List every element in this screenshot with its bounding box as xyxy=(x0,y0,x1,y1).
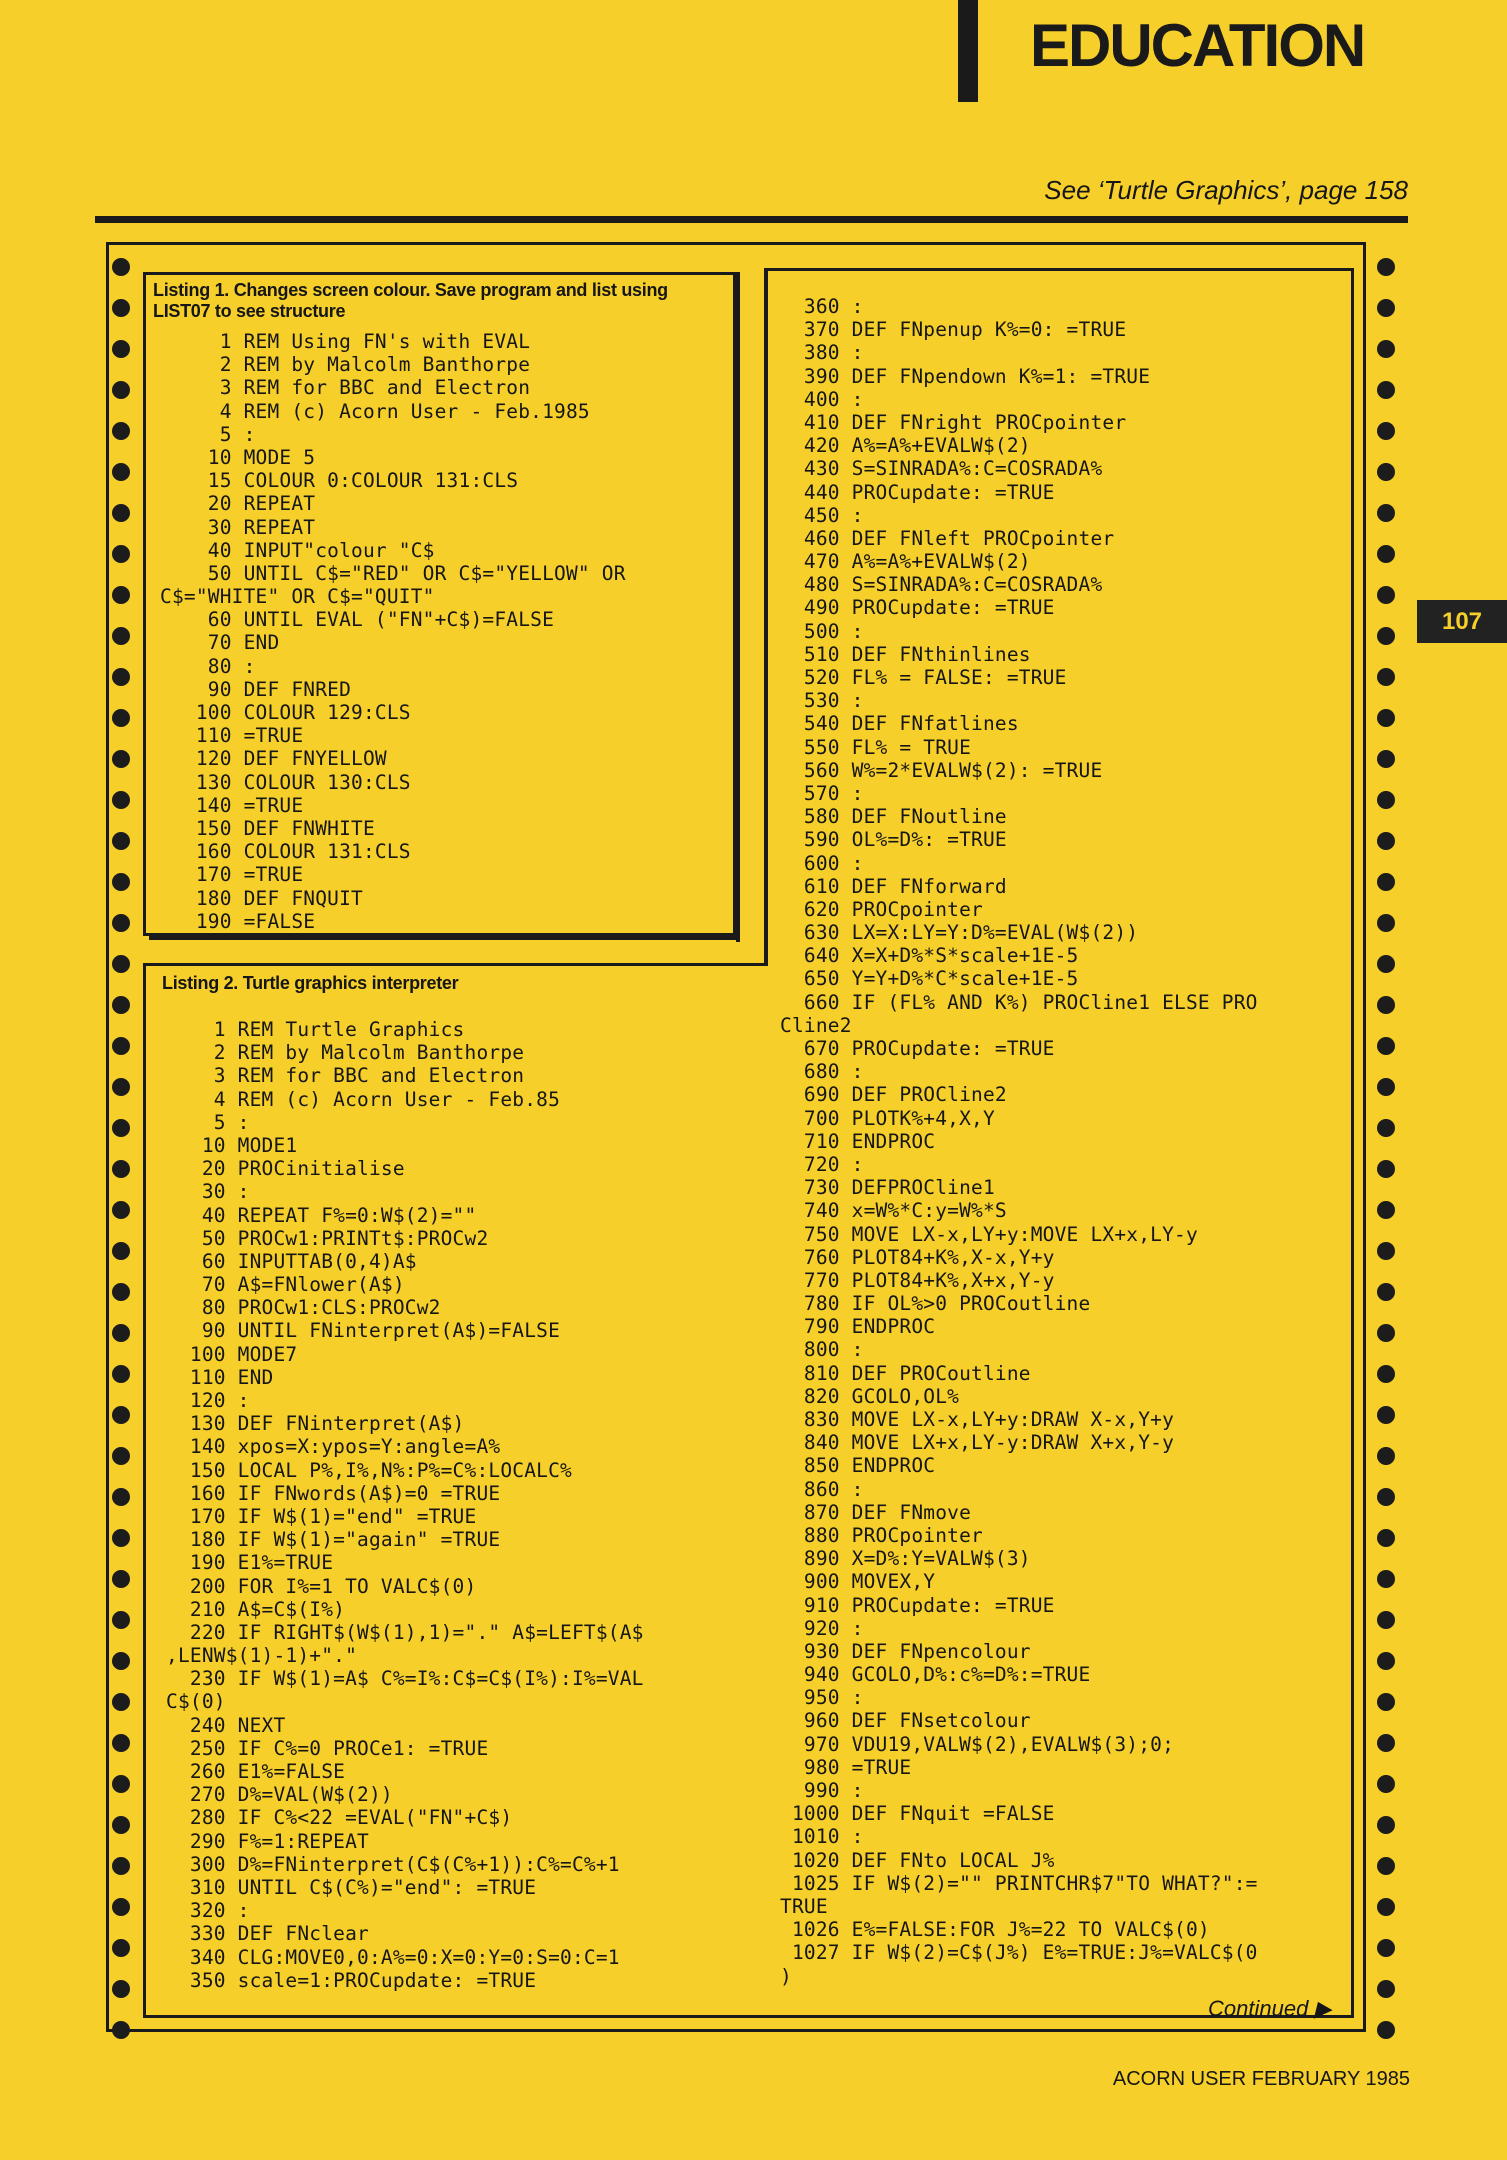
sprocket-hole xyxy=(112,668,130,686)
sprocket-hole xyxy=(112,832,130,850)
code-line: 3 REM for BBC and Electron xyxy=(160,376,531,400)
listing1-code xyxy=(160,330,626,933)
code-line: 680 : xyxy=(780,1060,864,1084)
code-line: Cline2 xyxy=(780,1013,852,1037)
code-line: 860 : xyxy=(780,1477,864,1501)
sprocket-hole xyxy=(112,1529,130,1547)
code-line: 1020 DEF FNto LOCAL J% xyxy=(780,1848,1055,1872)
sprocket-hole xyxy=(1377,258,1395,276)
code-line: 50 PROCw1:PRINTt$:PROCw2 xyxy=(166,1226,489,1250)
sprocket-hole xyxy=(1377,1652,1395,1670)
code-line: 510 DEF FNthinlines xyxy=(780,642,1031,666)
code-line: 580 DEF FNoutline xyxy=(780,805,1007,829)
sprocket-hole xyxy=(1377,381,1395,399)
sprocket-hole xyxy=(1377,750,1395,768)
sprocket-hole xyxy=(112,1160,130,1178)
code-line: 290 F%=1:REPEAT xyxy=(166,1829,369,1853)
code-line: 80 PROCw1:CLS:PROCw2 xyxy=(166,1296,441,1320)
sprocket-hole xyxy=(1377,504,1395,522)
header-rule xyxy=(95,216,1408,223)
code-line: 670 PROCupdate: =TRUE xyxy=(780,1037,1055,1060)
code-line: 590 OL%=D%: =TRUE xyxy=(780,828,1007,852)
code-line: 120 DEF FNYELLOW xyxy=(160,747,387,771)
code-line: 380 : xyxy=(780,341,864,365)
sprocket-hole xyxy=(1377,791,1395,809)
code-line: 270 D%=VAL(W$(2)) xyxy=(166,1783,393,1807)
code-line: 780 IF OL%>0 PROCoutline xyxy=(780,1292,1091,1316)
sprocket-hole xyxy=(1377,1242,1395,1260)
code-line: 220 IF RIGHT$(W$(1),1)="." A$=LEFT$(A$ xyxy=(166,1620,644,1644)
code-line: 800 : xyxy=(780,1338,864,1362)
code-line: 1010 : xyxy=(780,1825,864,1849)
code-line: 140 xpos=X:ypos=Y:angle=A% xyxy=(166,1435,501,1459)
code-line: 390 DEF FNpendown K%=1: =TRUE xyxy=(780,364,1151,388)
code-line: 320 : xyxy=(166,1899,250,1923)
code-line: 1 REM Turtle Graphics xyxy=(166,1018,465,1041)
code-line: 420 A%=A%+EVALW$(2) xyxy=(780,434,1031,458)
sprocket-hole xyxy=(1377,463,1395,481)
sprocket-hole xyxy=(1377,1283,1395,1301)
sprocket-hole xyxy=(112,1078,130,1096)
code-line: 770 PLOT84+K%,X+x,Y-y xyxy=(780,1268,1055,1292)
left-track-line xyxy=(106,242,109,2032)
code-line: 910 PROCupdate: =TRUE xyxy=(780,1593,1055,1617)
code-line: 840 MOVE LX+x,LY-y:DRAW X+x,Y-y xyxy=(780,1431,1175,1455)
sprocket-hole xyxy=(1377,1119,1395,1137)
code-line: 240 NEXT xyxy=(166,1713,286,1737)
listing2-right-code xyxy=(780,295,1258,1988)
code-line: 650 Y=Y+D%*C*scale+1E-5 xyxy=(780,967,1079,991)
code-line: 850 ENDPROC xyxy=(780,1454,936,1478)
code-line: 530 : xyxy=(780,689,864,713)
sprocket-hole xyxy=(1377,545,1395,563)
code-line: 960 DEF FNsetcolour xyxy=(780,1709,1031,1733)
sprocket-hole xyxy=(112,750,130,768)
code-line: 280 IF C%<22 =EVAL("FN"+C$) xyxy=(166,1806,513,1830)
sprocket-hole xyxy=(1377,1611,1395,1629)
cross-reference: See ‘Turtle Graphics’, page 158 xyxy=(1044,175,1408,205)
code-line: 340 CLG:MOVE0,0:A%=0:X=0:Y=0:S=0:C=1 xyxy=(166,1945,620,1969)
sprocket-hole xyxy=(112,381,130,399)
sprocket-hole xyxy=(112,1775,130,1793)
sprocket-hole xyxy=(1377,1488,1395,1506)
code-line: 400 : xyxy=(780,387,864,411)
code-line: 430 S=SINRADA%:C=COSRADA% xyxy=(780,457,1103,481)
code-line: 620 PROCpointer xyxy=(780,897,983,921)
code-line: 15 COLOUR 0:COLOUR 131:CLS xyxy=(160,469,519,493)
code-line: 150 DEF FNWHITE xyxy=(160,816,375,840)
code-line: 60 UNTIL EVAL ("FN"+C$)=FALSE xyxy=(160,608,555,632)
code-line: 190 E1%=TRUE xyxy=(166,1551,334,1575)
sprocket-hole xyxy=(112,1734,130,1752)
code-line: 600 : xyxy=(780,851,864,875)
sprocket-hole xyxy=(1377,1529,1395,1547)
code-line: 80 : xyxy=(160,654,256,678)
code-line: 920 : xyxy=(780,1616,864,1640)
code-line: 880 PROCpointer xyxy=(780,1523,983,1547)
code-line: 1025 IF W$(2)="" PRINTCHR$7"TO WHAT?":= xyxy=(780,1871,1258,1895)
code-line: 20 PROCinitialise xyxy=(166,1157,405,1181)
sprocket-hole xyxy=(112,504,130,522)
sprocket-hole xyxy=(1377,299,1395,317)
page-footer: ACORN USER FEBRUARY 1985 xyxy=(1112,2068,1410,2090)
left-sprocket-holes xyxy=(112,258,130,2028)
code-line: C$="WHITE" OR C$="QUIT" xyxy=(160,585,435,609)
code-line: 150 LOCAL P%,I%,N%:P%=C%:LOCALC% xyxy=(166,1458,572,1482)
code-line: 520 FL% = FALSE: =TRUE xyxy=(780,666,1067,689)
code-line: 40 INPUT"colour "C$ xyxy=(160,538,435,562)
code-line: 330 DEF FNclear xyxy=(166,1922,369,1946)
code-line: 610 DEF FNforward xyxy=(780,874,1007,898)
code-line: 870 DEF FNmove xyxy=(780,1500,972,1524)
sprocket-hole xyxy=(1377,1939,1395,1957)
sprocket-hole xyxy=(1377,1447,1395,1465)
sprocket-hole xyxy=(112,1857,130,1875)
sprocket-hole xyxy=(1377,1037,1395,1055)
code-line: 500 : xyxy=(780,619,864,643)
sprocket-hole xyxy=(112,422,130,440)
code-line: 3 REM for BBC and Electron xyxy=(166,1064,525,1088)
code-line: 1026 E%=FALSE:FOR J%=22 TO VALC$(0) xyxy=(780,1918,1210,1942)
sprocket-hole xyxy=(112,2021,130,2039)
code-line: 10 MODE1 xyxy=(166,1133,298,1157)
sprocket-hole xyxy=(1377,996,1395,1014)
sprocket-hole xyxy=(1377,1078,1395,1096)
code-line: 90 DEF FNRED xyxy=(160,677,352,701)
sprocket-hole xyxy=(1377,1570,1395,1588)
code-line: 100 COLOUR 129:CLS xyxy=(160,701,411,724)
code-line: ) xyxy=(780,1964,792,1988)
sprocket-hole xyxy=(112,709,130,727)
section-title: EDUCATION xyxy=(1030,12,1365,79)
sprocket-hole xyxy=(1377,914,1395,932)
code-line: 160 IF FNwords(A$)=0 =TRUE xyxy=(166,1481,501,1505)
sprocket-hole xyxy=(112,1037,130,1055)
code-line: 660 IF (FL% AND K%) PROCline1 ELSE PRO xyxy=(780,990,1258,1014)
sprocket-hole xyxy=(112,1283,130,1301)
sprocket-hole xyxy=(1377,1324,1395,1342)
code-line: 40 REPEAT F%=0:W$(2)="" xyxy=(166,1203,477,1227)
code-line: 730 DEFPROCline1 xyxy=(780,1176,995,1200)
code-line: 5 : xyxy=(166,1110,250,1134)
sprocket-hole xyxy=(1377,1160,1395,1178)
code-line: TRUE xyxy=(780,1894,828,1918)
sprocket-hole xyxy=(1377,1406,1395,1424)
sprocket-hole xyxy=(112,1898,130,1916)
code-line: 540 DEF FNfatlines xyxy=(780,712,1019,736)
code-line: 900 MOVEX,Y xyxy=(780,1570,936,1594)
listing2-left-code xyxy=(166,1018,644,1992)
sprocket-hole xyxy=(112,996,130,1014)
sprocket-hole xyxy=(112,545,130,563)
code-line: 570 : xyxy=(780,781,864,805)
sprocket-hole xyxy=(1377,1693,1395,1711)
code-line: 140 =TRUE xyxy=(160,793,304,817)
code-line: 190 =FALSE xyxy=(160,909,316,933)
page-number-tab: 107 xyxy=(1417,600,1507,643)
code-line: 930 DEF FNpencolour xyxy=(780,1639,1031,1663)
code-line: 20 REPEAT xyxy=(160,492,316,516)
code-line: 70 A$=FNlower(A$) xyxy=(166,1273,405,1297)
code-line: 130 DEF FNinterpret(A$) xyxy=(166,1412,465,1436)
code-line: 1000 DEF FNquit =FALSE xyxy=(780,1802,1055,1826)
code-line: 360 : xyxy=(780,295,864,318)
code-line: C$(0) xyxy=(166,1690,226,1714)
sprocket-hole xyxy=(1377,586,1395,604)
code-line: 690 DEF PROCline2 xyxy=(780,1083,1007,1107)
code-line: 980 =TRUE xyxy=(780,1755,912,1779)
sprocket-hole xyxy=(112,1816,130,1834)
continued-label: Continued ▶ xyxy=(1208,1996,1332,2021)
sprocket-hole xyxy=(112,1939,130,1957)
code-line: 170 IF W$(1)="end" =TRUE xyxy=(166,1504,477,1528)
sprocket-hole xyxy=(112,873,130,891)
code-line: 970 VDU19,VALW$(2),EVALW$(3);0; xyxy=(780,1732,1175,1756)
code-line: 460 DEF FNleft PROCpointer xyxy=(780,526,1115,550)
sprocket-hole xyxy=(112,1365,130,1383)
code-line: 1 REM Using FN's with EVAL xyxy=(160,330,531,353)
sprocket-hole xyxy=(112,1488,130,1506)
code-line: 410 DEF FNright PROCpointer xyxy=(780,410,1127,434)
sprocket-hole xyxy=(1377,1857,1395,1875)
code-line: 470 A%=A%+EVALW$(2) xyxy=(780,550,1031,574)
code-line: 120 : xyxy=(166,1389,250,1412)
sprocket-hole xyxy=(1377,422,1395,440)
code-line: 10 MODE 5 xyxy=(160,445,316,469)
sprocket-hole xyxy=(1377,1201,1395,1219)
code-line: 4 REM (c) Acorn User - Feb.85 xyxy=(166,1087,561,1111)
sprocket-hole xyxy=(112,586,130,604)
sprocket-hole xyxy=(112,1980,130,1998)
code-line: 180 IF W$(1)="again" =TRUE xyxy=(166,1528,501,1552)
code-line: 30 : xyxy=(166,1180,250,1204)
code-line: 890 X=D%:Y=VALW$(3) xyxy=(780,1547,1031,1571)
code-line: 630 LX=X:LY=Y:D%=EVAL(W$(2)) xyxy=(780,921,1139,945)
sprocket-hole xyxy=(1377,1734,1395,1752)
sprocket-hole xyxy=(1377,668,1395,686)
sprocket-hole xyxy=(112,1611,130,1629)
listing1-box-shadow xyxy=(736,272,740,942)
code-line: 480 S=SINRADA%:C=COSRADA% xyxy=(780,573,1103,597)
sprocket-hole xyxy=(1377,627,1395,645)
sprocket-hole xyxy=(112,258,130,276)
code-line: 2 REM by Malcolm Banthorpe xyxy=(160,353,531,377)
code-line: 310 UNTIL C$(C%)="end": =TRUE xyxy=(166,1875,537,1899)
code-line: 30 REPEAT xyxy=(160,515,316,539)
sprocket-hole xyxy=(1377,1816,1395,1834)
sprocket-hole xyxy=(1377,1365,1395,1383)
code-line: 720 : xyxy=(780,1152,864,1176)
code-line: 640 X=X+D%*S*scale+1E-5 xyxy=(780,944,1079,968)
sprocket-hole xyxy=(112,1406,130,1424)
code-line: 100 MODE7 xyxy=(166,1342,298,1366)
code-line: 440 PROCupdate: =TRUE xyxy=(780,480,1055,504)
code-line: ,LENW$(1)-1)+"." xyxy=(166,1644,358,1668)
code-line: 950 : xyxy=(780,1686,864,1710)
code-line: 260 E1%=FALSE xyxy=(166,1760,346,1783)
listing2-caption: Listing 2. Turtle graphics interpreter xyxy=(162,973,459,993)
sprocket-hole xyxy=(112,299,130,317)
code-line: 700 PLOTK%+4,X,Y xyxy=(780,1106,995,1130)
sprocket-hole xyxy=(112,627,130,645)
code-line: 740 x=W%*C:y=W%*S xyxy=(780,1199,1007,1223)
code-line: 2 REM by Malcolm Banthorpe xyxy=(166,1041,525,1065)
sprocket-hole xyxy=(1377,1775,1395,1793)
code-line: 750 MOVE LX-x,LY+y:MOVE LX+x,LY-y xyxy=(780,1222,1198,1246)
sprocket-hole xyxy=(112,1242,130,1260)
code-line: 250 IF C%=0 PROCe1: =TRUE xyxy=(166,1736,489,1760)
sprocket-hole xyxy=(112,340,130,358)
code-line: 5 : xyxy=(160,422,256,446)
sprocket-hole xyxy=(1377,340,1395,358)
header-bar xyxy=(958,0,978,102)
listing1-box-shadow-bottom xyxy=(149,936,740,940)
code-line: 210 A$=C$(I%) xyxy=(166,1597,346,1621)
code-line: 350 scale=1:PROCupdate: =TRUE xyxy=(166,1968,537,1992)
sprocket-hole xyxy=(1377,1898,1395,1916)
sprocket-hole xyxy=(1377,873,1395,891)
code-line: 560 W%=2*EVALW$(2): =TRUE xyxy=(780,758,1103,782)
code-line: 300 D%=FNinterpret(C$(C%+1)):C%=C%+1 xyxy=(166,1852,620,1876)
sprocket-hole xyxy=(112,791,130,809)
sprocket-hole xyxy=(112,1570,130,1588)
sprocket-hole xyxy=(112,463,130,481)
sprocket-hole xyxy=(1377,709,1395,727)
code-line: 490 PROCupdate: =TRUE xyxy=(780,596,1055,620)
code-line: 160 COLOUR 131:CLS xyxy=(160,840,411,864)
code-line: 130 COLOUR 130:CLS xyxy=(160,770,411,794)
code-line: 550 FL% = TRUE xyxy=(780,735,972,759)
sprocket-hole xyxy=(112,1652,130,1670)
sprocket-hole xyxy=(112,1201,130,1219)
code-line: 830 MOVE LX-x,LY+y:DRAW X-x,Y+y xyxy=(780,1408,1175,1431)
code-line: 990 : xyxy=(780,1779,864,1802)
code-line: 940 GCOLO,D%:c%=D%:=TRUE xyxy=(780,1663,1091,1687)
code-line: 760 PLOT84+K%,X-x,Y+y xyxy=(780,1245,1055,1269)
sprocket-hole xyxy=(1377,1980,1395,1998)
listing1-caption: Listing 1. Changes screen colour. Save program and list using LIST07 to see structure xyxy=(153,280,668,321)
code-line: 370 DEF FNpenup K%=0: =TRUE xyxy=(780,318,1127,342)
code-line: 70 END xyxy=(160,631,280,655)
sprocket-hole xyxy=(112,1119,130,1137)
sprocket-hole xyxy=(112,1447,130,1465)
code-line: 90 UNTIL FNinterpret(A$)=FALSE xyxy=(166,1319,561,1343)
right-track-line xyxy=(1363,242,1366,2032)
sprocket-hole xyxy=(112,914,130,932)
right-sprocket-holes xyxy=(1377,258,1395,2028)
code-line: 60 INPUTTAB(0,4)A$ xyxy=(166,1249,417,1273)
sprocket-hole xyxy=(1377,955,1395,973)
code-line: 710 ENDPROC xyxy=(780,1129,936,1153)
code-line: 110 =TRUE xyxy=(160,724,304,748)
code-line: 110 END xyxy=(166,1365,274,1389)
sprocket-hole xyxy=(112,955,130,973)
code-line: 50 UNTIL C$="RED" OR C$="YELLOW" OR xyxy=(160,561,626,585)
code-line: 790 ENDPROC xyxy=(780,1315,936,1339)
code-line: 230 IF W$(1)=A$ C%=I%:C$=C$(I%):I%=VAL xyxy=(166,1667,644,1691)
code-line: 820 GCOLO,OL% xyxy=(780,1384,960,1408)
code-line: 200 FOR I%=1 TO VALC$(0) xyxy=(166,1574,477,1598)
code-line: 450 : xyxy=(780,503,864,527)
code-line: 4 REM (c) Acorn User - Feb.1985 xyxy=(160,399,590,423)
code-line: 170 =TRUE xyxy=(160,863,304,887)
sprocket-hole xyxy=(1377,2021,1395,2039)
code-line: 180 DEF FNQUIT xyxy=(160,886,363,910)
sprocket-hole xyxy=(112,1324,130,1342)
sprocket-hole xyxy=(1377,832,1395,850)
code-line: 1027 IF W$(2)=C$(J%) E%=TRUE:J%=VALC$(0 xyxy=(780,1941,1258,1965)
sprocket-hole xyxy=(112,1693,130,1711)
code-line: 810 DEF PROCoutline xyxy=(780,1361,1031,1385)
